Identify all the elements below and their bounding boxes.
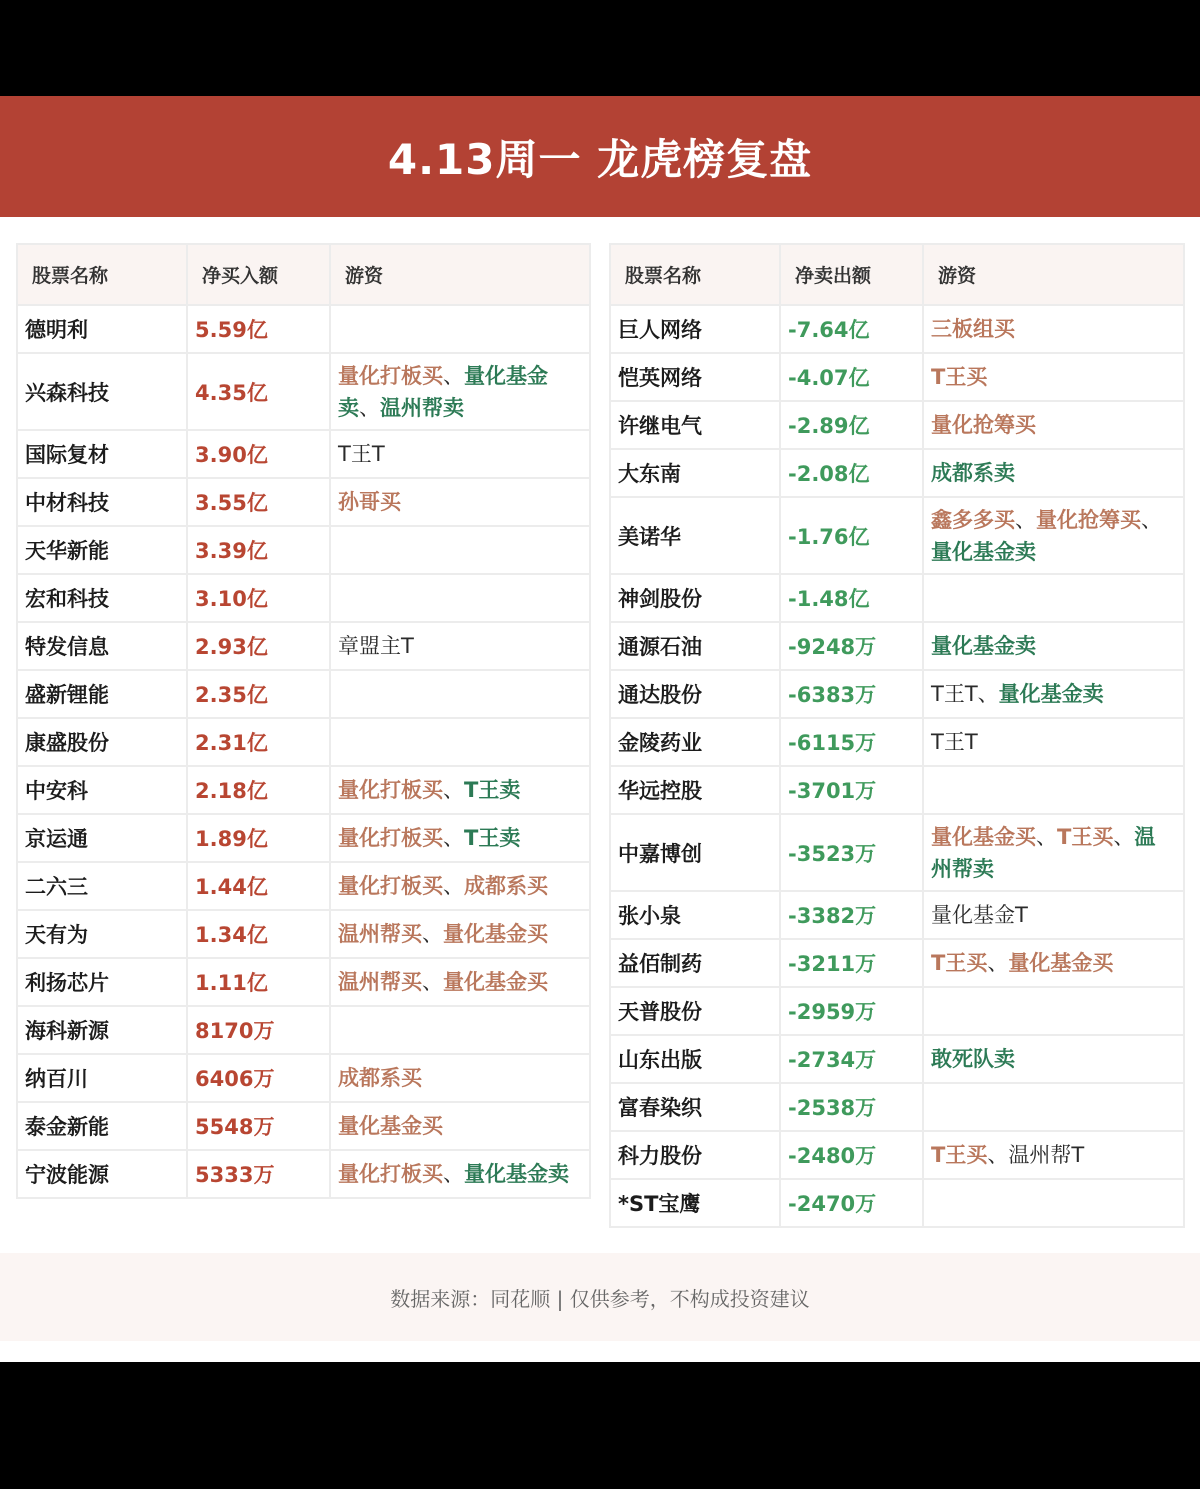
trader-tag: 量化基金T xyxy=(931,903,1028,927)
trader-tag: T王卖 xyxy=(464,778,521,802)
trader-cell xyxy=(330,1006,590,1054)
stock-name: 中材科技 xyxy=(17,478,187,526)
trader-cell xyxy=(923,353,1184,401)
table-row xyxy=(17,526,590,574)
trader-tag: 量化基金买 xyxy=(338,1114,443,1138)
trader-separator: 、 xyxy=(443,826,464,850)
column-header-net-buy: 净买入额 xyxy=(187,244,330,305)
net-sell-amount: -2538万 xyxy=(780,1083,923,1131)
trader-cell xyxy=(923,766,1184,814)
table-row xyxy=(17,478,590,526)
table-row xyxy=(610,891,1184,939)
table-row xyxy=(17,430,590,478)
trader-cell xyxy=(923,449,1184,497)
table-row xyxy=(17,718,590,766)
trader-tag: 温州帮卖 xyxy=(380,395,464,420)
stock-name: 通源石油 xyxy=(610,622,780,670)
stock-name: 康盛股份 xyxy=(17,718,187,766)
table-row xyxy=(17,1150,590,1198)
net-buy-amount: 5333万 xyxy=(187,1150,330,1198)
column-header-stock: 股票名称 xyxy=(610,244,780,305)
trader-tag: 鑫多多买 xyxy=(931,507,1015,532)
column-header-traders: 游资 xyxy=(330,244,590,305)
stock-name: 兴森科技 xyxy=(17,353,187,430)
stock-name: 神剑股份 xyxy=(610,574,780,622)
trader-tag: T王买 xyxy=(931,951,988,975)
net-sell-amount: -2470万 xyxy=(780,1179,923,1227)
net-sell-amount: -2.08亿 xyxy=(780,449,923,497)
trader-cell xyxy=(923,891,1184,939)
trader-separator: 、 xyxy=(443,1162,464,1186)
table-row xyxy=(610,814,1184,891)
table-header-row xyxy=(17,244,590,305)
table-row xyxy=(610,939,1184,987)
trader-separator: 、 xyxy=(422,970,443,994)
trader-cell xyxy=(330,766,590,814)
column-header-stock: 股票名称 xyxy=(17,244,187,305)
stock-name: 张小泉 xyxy=(610,891,780,939)
trader-separator: 、 xyxy=(1141,507,1162,532)
stock-name: 恺英网络 xyxy=(610,353,780,401)
net-sell-amount: -6115万 xyxy=(780,718,923,766)
table-row xyxy=(17,814,590,862)
trader-separator: 、 xyxy=(1015,507,1036,532)
trader-cell xyxy=(330,910,590,958)
table-row xyxy=(610,1179,1184,1227)
stock-name: 中嘉博创 xyxy=(610,814,780,891)
trader-tag: 量化打板买 xyxy=(338,1162,443,1186)
net-sell-amount: -2.89亿 xyxy=(780,401,923,449)
stock-name: 美诺华 xyxy=(610,497,780,574)
review-page xyxy=(0,96,1200,1362)
trader-cell xyxy=(330,478,590,526)
page-title: 4.13周一 龙虎榜复盘 xyxy=(387,134,813,184)
table-row xyxy=(17,305,590,353)
trader-tag: 量化基金卖 xyxy=(931,539,1036,564)
table-row xyxy=(17,1054,590,1102)
trader-cell xyxy=(923,305,1184,353)
table-row xyxy=(610,449,1184,497)
trader-tag: 成都系买 xyxy=(338,1066,422,1090)
column-header-traders: 游资 xyxy=(923,244,1184,305)
trader-tag: 量化打板买 xyxy=(338,778,443,802)
trader-tag: 敢死队卖 xyxy=(931,1047,1015,1071)
net-buy-amount: 2.35亿 xyxy=(187,670,330,718)
net-sell-amount: -7.64亿 xyxy=(780,305,923,353)
trader-tag: T王买 xyxy=(931,365,988,389)
trader-cell xyxy=(330,622,590,670)
table-row xyxy=(17,574,590,622)
net-sell-amount: -3523万 xyxy=(780,814,923,891)
stock-name: *ST宝鹰 xyxy=(610,1179,780,1227)
stock-name: 德明利 xyxy=(17,305,187,353)
stock-name: 利扬芯片 xyxy=(17,958,187,1006)
trader-cell xyxy=(923,574,1184,622)
trader-cell xyxy=(923,1083,1184,1131)
net-buy-amount: 1.89亿 xyxy=(187,814,330,862)
trader-tag: 量化抢筹买 xyxy=(931,413,1036,437)
trader-cell xyxy=(330,862,590,910)
trader-tag: 量化基金买 xyxy=(443,922,548,946)
trader-tag: 量化基金卖 xyxy=(931,634,1036,658)
trader-tag: 成都系卖 xyxy=(931,461,1015,485)
stock-name: 特发信息 xyxy=(17,622,187,670)
trader-cell xyxy=(923,1131,1184,1179)
trader-tag: 章盟主T xyxy=(338,634,414,658)
net-buy-amount: 2.93亿 xyxy=(187,622,330,670)
trader-tag: 温州帮T xyxy=(1008,1143,1085,1167)
trader-cell xyxy=(330,353,590,430)
table-row xyxy=(610,1035,1184,1083)
trader-tag: T王T xyxy=(931,682,978,706)
net-buy-amount: 5548万 xyxy=(187,1102,330,1150)
table-row xyxy=(17,353,590,430)
title-banner xyxy=(0,96,1200,217)
net-buy-amount: 1.34亿 xyxy=(187,910,330,958)
trader-tag: 量化基金卖 xyxy=(998,682,1104,706)
trader-cell xyxy=(923,1179,1184,1227)
footer-text: 数据来源：同花顺 | 仅供参考，不构成投资建议 xyxy=(390,1286,810,1311)
trader-tag: 量化抢筹买 xyxy=(1036,507,1141,532)
table-row xyxy=(17,862,590,910)
net-sell-amount: -3211万 xyxy=(780,939,923,987)
net-buy-amount: 3.90亿 xyxy=(187,430,330,478)
stock-name: 通达股份 xyxy=(610,670,780,718)
trader-cell xyxy=(330,670,590,718)
net-buy-amount: 6406万 xyxy=(187,1054,330,1102)
table-row xyxy=(610,622,1184,670)
stock-name: 益佰制药 xyxy=(610,939,780,987)
trader-tag: 量化打板买 xyxy=(338,874,443,898)
trader-tag: 温州帮买 xyxy=(338,922,422,946)
table-row xyxy=(17,766,590,814)
stock-name: 宏和科技 xyxy=(17,574,187,622)
trader-cell xyxy=(330,814,590,862)
net-buy-amount: 1.11亿 xyxy=(187,958,330,1006)
trader-cell xyxy=(330,958,590,1006)
table-row xyxy=(17,622,590,670)
net-sell-amount: -4.07亿 xyxy=(780,353,923,401)
table-row xyxy=(17,670,590,718)
net-buy-amount: 3.55亿 xyxy=(187,478,330,526)
net-buy-amount: 5.59亿 xyxy=(187,305,330,353)
trader-cell xyxy=(923,814,1184,891)
trader-cell xyxy=(330,718,590,766)
trader-tag: T王买 xyxy=(1057,824,1114,849)
net-buy-amount: 1.44亿 xyxy=(187,862,330,910)
table-row xyxy=(610,987,1184,1035)
trader-separator: 、 xyxy=(359,395,380,420)
table-row xyxy=(610,670,1184,718)
trader-separator: 、 xyxy=(1036,824,1057,849)
trader-cell xyxy=(330,1150,590,1198)
net-buy-amount: 2.18亿 xyxy=(187,766,330,814)
trader-cell xyxy=(923,622,1184,670)
trader-separator: 、 xyxy=(443,778,464,802)
trader-cell xyxy=(923,497,1184,574)
trader-tag: 量化基金买 xyxy=(1008,951,1114,975)
trader-tag: T王T xyxy=(931,730,978,754)
trader-cell xyxy=(330,526,590,574)
trader-tag: 量化打板买 xyxy=(338,826,443,850)
trader-tag: 量化基金卖 xyxy=(338,363,548,420)
trader-cell xyxy=(330,1054,590,1102)
stock-name: 国际复材 xyxy=(17,430,187,478)
trader-cell xyxy=(923,1035,1184,1083)
stock-name: 宁波能源 xyxy=(17,1150,187,1198)
trader-tag: T王卖 xyxy=(464,826,521,850)
net-sell-amount: -6383万 xyxy=(780,670,923,718)
trader-tag: 量化基金卖 xyxy=(464,1162,569,1186)
trader-cell xyxy=(330,574,590,622)
trader-tag: 温州帮卖 xyxy=(931,824,1156,881)
trader-separator: 、 xyxy=(443,874,464,898)
stock-name: 大东南 xyxy=(610,449,780,497)
table-row xyxy=(610,1131,1184,1179)
table-header-row xyxy=(610,244,1184,305)
net-sell-amount: -2480万 xyxy=(780,1131,923,1179)
table-row xyxy=(17,1006,590,1054)
table-row xyxy=(17,958,590,1006)
net-sell-amount: -1.48亿 xyxy=(780,574,923,622)
trader-tag: 量化基金买 xyxy=(931,824,1036,849)
net-sell-amount: -1.76亿 xyxy=(780,497,923,574)
table-row xyxy=(610,574,1184,622)
stock-name: 天华新能 xyxy=(17,526,187,574)
trader-cell xyxy=(923,401,1184,449)
trader-tag: T王买 xyxy=(931,1143,988,1167)
net-buy-table xyxy=(16,243,591,1199)
trader-tag: 孙哥买 xyxy=(338,490,401,514)
stock-name: 巨人网络 xyxy=(610,305,780,353)
trader-cell xyxy=(330,1102,590,1150)
table-row xyxy=(17,1102,590,1150)
trader-separator: 、 xyxy=(1113,824,1135,849)
table-row xyxy=(17,910,590,958)
stock-name: 泰金新能 xyxy=(17,1102,187,1150)
net-sell-amount: -2734万 xyxy=(780,1035,923,1083)
table-row xyxy=(610,497,1184,574)
column-header-net-sell: 净卖出额 xyxy=(780,244,923,305)
trader-tag: T王T xyxy=(338,442,385,466)
table-row xyxy=(610,718,1184,766)
trader-tag: 三板组买 xyxy=(931,317,1015,341)
net-buy-amount: 8170万 xyxy=(187,1006,330,1054)
trader-cell xyxy=(923,939,1184,987)
data-source-footer xyxy=(0,1253,1200,1341)
trader-separator: 、 xyxy=(987,951,1009,975)
trader-separator: 、 xyxy=(977,682,999,706)
stock-name: 京运通 xyxy=(17,814,187,862)
trader-separator: 、 xyxy=(422,922,443,946)
stock-name: 山东出版 xyxy=(610,1035,780,1083)
net-buy-amount: 2.31亿 xyxy=(187,718,330,766)
stock-name: 许继电气 xyxy=(610,401,780,449)
stock-name: 华远控股 xyxy=(610,766,780,814)
stock-name: 二六三 xyxy=(17,862,187,910)
net-sell-amount: -3382万 xyxy=(780,891,923,939)
net-sell-amount: -2959万 xyxy=(780,987,923,1035)
net-buy-amount: 3.10亿 xyxy=(187,574,330,622)
table-row xyxy=(610,305,1184,353)
stock-name: 金陵药业 xyxy=(610,718,780,766)
stock-name: 中安科 xyxy=(17,766,187,814)
trader-tag: 量化打板买 xyxy=(338,363,443,388)
trader-cell xyxy=(923,987,1184,1035)
table-row xyxy=(610,353,1184,401)
trader-cell xyxy=(330,305,590,353)
net-sell-table xyxy=(609,243,1185,1228)
net-buy-amount: 3.39亿 xyxy=(187,526,330,574)
stock-name: 海科新源 xyxy=(17,1006,187,1054)
trader-cell xyxy=(330,430,590,478)
stock-name: 富春染织 xyxy=(610,1083,780,1131)
table-row xyxy=(610,766,1184,814)
trader-tag: 温州帮买 xyxy=(338,970,422,994)
trader-tag: 量化基金买 xyxy=(443,970,548,994)
stock-name: 天普股份 xyxy=(610,987,780,1035)
table-row xyxy=(610,1083,1184,1131)
stock-name: 科力股份 xyxy=(610,1131,780,1179)
net-sell-amount: -9248万 xyxy=(780,622,923,670)
net-buy-amount: 4.35亿 xyxy=(187,353,330,430)
trader-separator: 、 xyxy=(443,363,464,388)
stock-name: 盛新锂能 xyxy=(17,670,187,718)
stock-name: 纳百川 xyxy=(17,1054,187,1102)
trader-cell xyxy=(923,718,1184,766)
trader-separator: 、 xyxy=(987,1143,1009,1167)
net-sell-amount: -3701万 xyxy=(780,766,923,814)
table-row xyxy=(610,401,1184,449)
trader-cell xyxy=(923,670,1184,718)
trader-tag: 成都系买 xyxy=(464,874,548,898)
stock-name: 天有为 xyxy=(17,910,187,958)
